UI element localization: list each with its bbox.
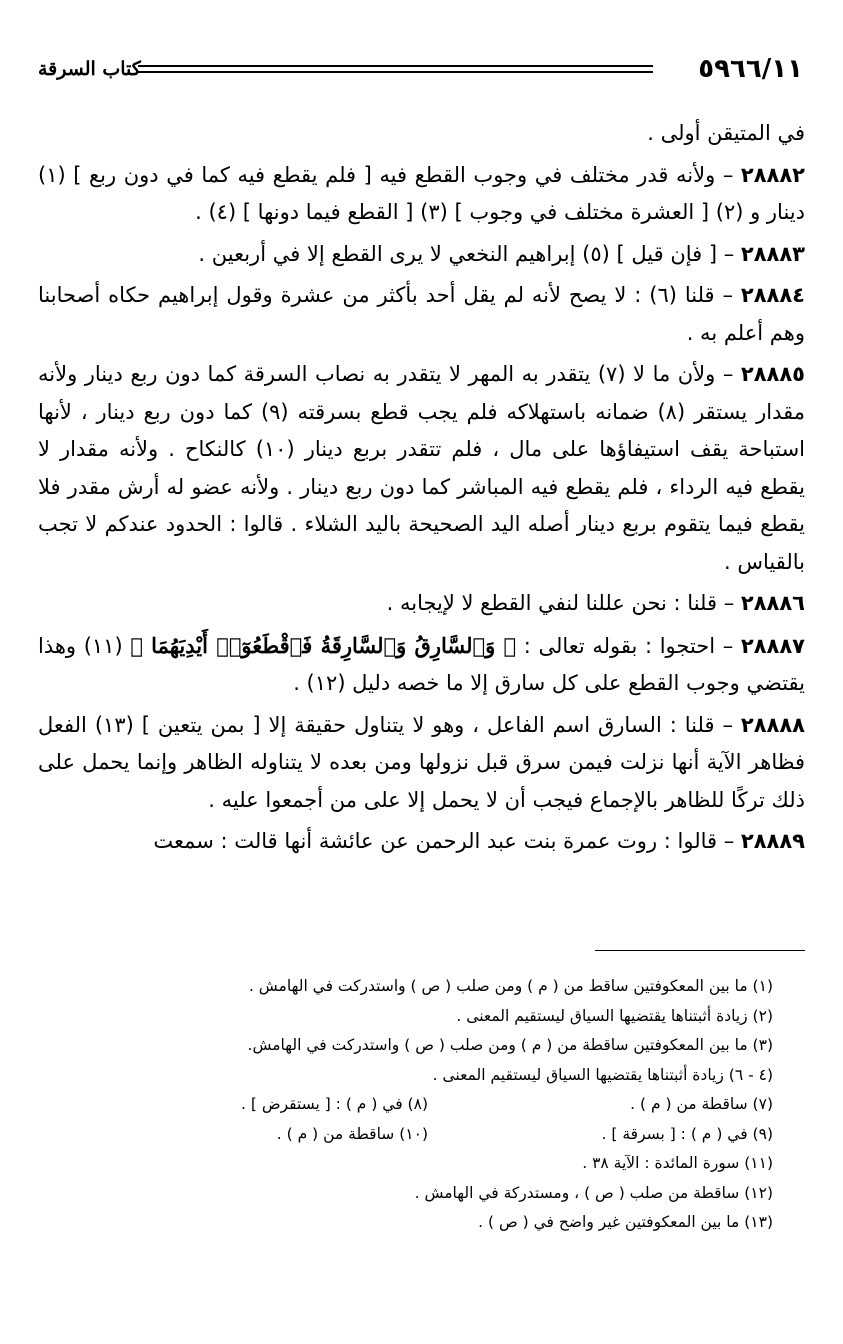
footnote-11: (١١) سورة المائدة : الآية ٣٨ .: [582, 1154, 773, 1172]
page-number: ٥٩٦٦/١١: [698, 54, 803, 84]
footnotes: [73, 972, 773, 1238]
paragraph-number: ٢٨٨٨٢: [740, 162, 805, 187]
paragraph-text-continued: (١١) وهذا يقتضي وجوب القطع على كل سارق إلا ما خصه دليل (١٢) .: [38, 633, 805, 695]
footnote-3: (٣) ما بين المعكوفتين ساقطة من ( م ) ومن صلب ( ص ) واستدركت في الهامش.: [247, 1036, 773, 1054]
page-header: [38, 52, 803, 92]
footnote-4-6: (٤ - ٦) زيادة أثبتناها يقتضيها السياق ليستقيم المعنى .: [432, 1065, 773, 1084]
paragraph-number: ٢٨٨٨٩: [740, 829, 805, 853]
footnote-row-9-10: [73, 1120, 773, 1150]
paragraph-number: ٢٨٨٨٦: [740, 591, 805, 615]
paragraph-number: ٢٨٨٨٣: [740, 241, 805, 266]
paragraph-text: – احتجوا : بقوله تعالى :: [523, 633, 734, 658]
footnote-1: (١) ما بين المعكوفتين ساقط من ( م ) ومن صلب ( ص ) واستدركت في الهامش .: [248, 977, 773, 995]
paragraph-28884: [38, 277, 805, 352]
paragraph-text: – ولأن ما لا (٧) يتقدر به المهر لا يتقدر به نصاب السرقة كما دون ربع دينار ولأنه مقدار يستقر (٨) ضمانه باستهلاكه فلم يجب قطع بسرقته (٩) كما دون ربع دينار ، لأنها استباحة يقف استيفاؤها على مال ، فلم تتقدر بربع دينار (١٠) كالنكاح . ولأنه مقدار لا يقطع فيه الرداء ، فلم يقطع فيه المباشر كما دون ربع دينار . ولأنه عضو له أرش مقدر فلا يقطع فيما يتقوم بربع دينار أصله اليد الصحيحة باليد الشلاء . قالوا : الحدود عندكم لا تجب بالقياس .: [38, 362, 806, 574]
paragraph-number: ٢٨٨٨٥: [740, 362, 805, 386]
paragraph-28888: [38, 707, 805, 820]
paragraph-28885: [38, 356, 805, 581]
footnote-2: (٢) زيادة أثبتناها يقتضيها السياق ليستقيم المعنى .: [456, 1006, 773, 1025]
paragraph-text: في المتيقن أولى .: [647, 121, 805, 145]
paragraph-28886: [38, 585, 805, 623]
header-rule: [138, 65, 653, 73]
main-text: [38, 115, 805, 865]
footnote-7: (٧) ساقطة من ( م ) .: [630, 1095, 773, 1113]
paragraph-28883: [38, 236, 805, 274]
paragraph-text: – قلنا (٦) : لا يصح لأنه لم يقل أحد بأكثر من عشرة وقول إبراهيم حكاه أصحابنا وهم أعلم به .: [38, 283, 805, 345]
footnote-9: (٩) في ( م ) : [ بسرقة ] .: [601, 1124, 773, 1143]
footnote-row-7-8: [73, 1090, 773, 1120]
paragraph-28889: [38, 823, 805, 861]
paragraph-text: – قلنا : نحن عللنا لنفي القطع لا لإيجابه .: [386, 591, 735, 615]
footnote-separator: [595, 950, 805, 951]
quran-verse: ﴿ وَٱلسَّارِقُ وَٱلسَّارِقَةُ فَٱقْطَعُوٓا۟ أَيْدِيَهُمَا ﴾: [130, 632, 517, 658]
paragraph-text: – ولأنه قدر مختلف في وجوب القطع فيه [ فلم يقطع فيه كما في دون ربع ] (١) دينار و (٢) [ العشرة مختلف في وجوب ] (٣) [ القطع فيما دونها ] (٤) .: [38, 162, 805, 224]
paragraph-text: – [ فإن قيل ] (٥) إبراهيم النخعي لا يرى القطع إلا في أربعين .: [198, 241, 735, 266]
footnote-10: (١٠) ساقطة من ( م ) .: [276, 1124, 428, 1143]
footnote-8: (٨) في ( م ) : [ يستقرض ] .: [241, 1095, 428, 1113]
footnote-13: (١٣) ما بين المعكوفتين غير واضح في ( ص ) .: [478, 1213, 773, 1231]
paragraph-text: – قالوا : روت عمرة بنت عبد الرحمن عن عائشة أنها قالت : سمعت: [153, 829, 735, 853]
paragraph-number: ٢٨٨٨٨: [740, 712, 805, 737]
paragraph-number: ٢٨٨٨٤: [740, 283, 805, 307]
paragraph-number: ٢٨٨٨٧: [740, 633, 805, 658]
paragraph-28887: [38, 627, 805, 703]
paragraph-text: – قلنا : السارق اسم الفاعل ، وهو لا يتناول حقيقة إلا [ بمن يتعين ] (١٣) الفعل فظاهر الآية أنها نزلت فيمن سرق قبل نزولها ومن بعده لا يتناوله الظاهر وإنما يحمل على ذلك تركًا للظاهر بالإجماع فيجب أن لا يحمل إلا على من أجمعوا عليه .: [38, 712, 805, 812]
book-title: كتاب السرقة: [38, 58, 141, 80]
paragraph-28882: [38, 157, 805, 232]
paragraph-intro: [38, 115, 805, 153]
footnote-12: (١٢) ساقطة من صلب ( ص ) ، ومستدركة في الهامش .: [414, 1183, 773, 1202]
